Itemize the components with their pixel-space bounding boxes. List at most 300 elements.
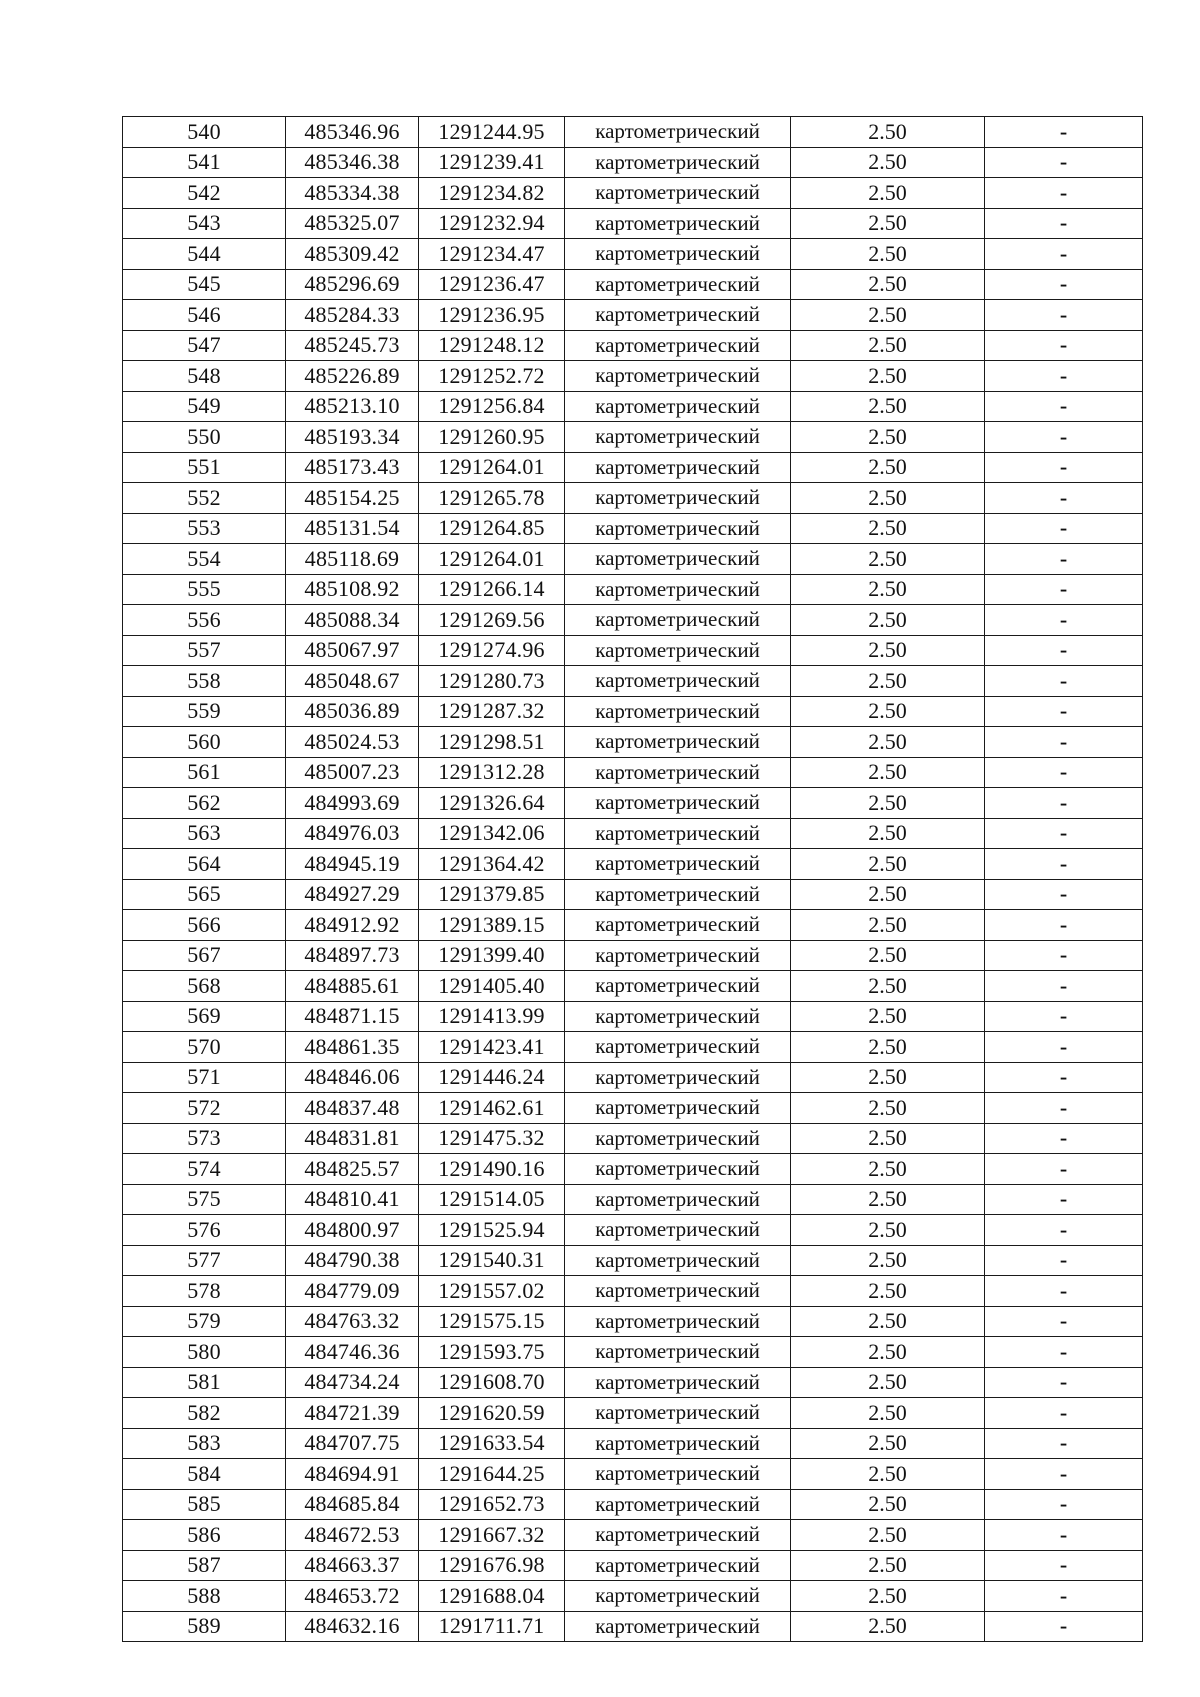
note-cell: - (985, 1184, 1143, 1215)
x-coordinate-cell: 485245.73 (286, 330, 419, 361)
table-row (123, 1428, 1143, 1459)
point-number-cell: 544 (123, 239, 286, 270)
note-cell: - (985, 788, 1143, 819)
point-number-cell: 588 (123, 1581, 286, 1612)
point-number-cell: 555 (123, 574, 286, 605)
x-coordinate-cell: 484837.48 (286, 1093, 419, 1124)
y-coordinate-cell: 1291326.64 (419, 788, 565, 819)
table-row (123, 1123, 1143, 1154)
point-number-cell: 569 (123, 1001, 286, 1032)
table-row (123, 971, 1143, 1002)
point-number-cell: 568 (123, 971, 286, 1002)
precision-cell: 2.50 (791, 1337, 985, 1368)
note-cell: - (985, 1245, 1143, 1276)
x-coordinate-cell: 485325.07 (286, 208, 419, 239)
precision-cell: 2.50 (791, 117, 985, 148)
y-coordinate-cell: 1291260.95 (419, 422, 565, 453)
table-row (123, 1581, 1143, 1612)
point-number-cell: 552 (123, 483, 286, 514)
precision-cell: 2.50 (791, 1123, 985, 1154)
x-coordinate-cell: 484800.97 (286, 1215, 419, 1246)
y-coordinate-cell: 1291298.51 (419, 727, 565, 758)
point-number-cell: 563 (123, 818, 286, 849)
precision-cell: 2.50 (791, 849, 985, 880)
method-cell: картометрический (565, 1215, 791, 1246)
coordinates-table-body (123, 117, 1143, 1642)
table-row (123, 818, 1143, 849)
y-coordinate-cell: 1291234.47 (419, 239, 565, 270)
method-cell: картометрический (565, 1306, 791, 1337)
method-cell: картометрический (565, 1611, 791, 1642)
x-coordinate-cell: 484861.35 (286, 1032, 419, 1063)
note-cell: - (985, 727, 1143, 758)
table-row (123, 1306, 1143, 1337)
method-cell: картометрический (565, 1093, 791, 1124)
note-cell: - (985, 178, 1143, 209)
point-number-cell: 545 (123, 269, 286, 300)
table-row (123, 483, 1143, 514)
table-row (123, 1184, 1143, 1215)
x-coordinate-cell: 484831.81 (286, 1123, 419, 1154)
note-cell: - (985, 971, 1143, 1002)
y-coordinate-cell: 1291652.73 (419, 1489, 565, 1520)
table-row (123, 635, 1143, 666)
y-coordinate-cell: 1291264.01 (419, 544, 565, 575)
table-row (123, 788, 1143, 819)
method-cell: картометрический (565, 696, 791, 727)
note-cell: - (985, 1001, 1143, 1032)
point-number-cell: 571 (123, 1062, 286, 1093)
x-coordinate-cell: 484663.37 (286, 1550, 419, 1581)
y-coordinate-cell: 1291236.47 (419, 269, 565, 300)
method-cell: картометрический (565, 818, 791, 849)
x-coordinate-cell: 485036.89 (286, 696, 419, 727)
precision-cell: 2.50 (791, 788, 985, 819)
precision-cell: 2.50 (791, 239, 985, 270)
x-coordinate-cell: 484976.03 (286, 818, 419, 849)
method-cell: картометрический (565, 208, 791, 239)
note-cell: - (985, 1032, 1143, 1063)
note-cell: - (985, 1306, 1143, 1337)
table-row (123, 666, 1143, 697)
point-number-cell: 572 (123, 1093, 286, 1124)
point-number-cell: 549 (123, 391, 286, 422)
method-cell: картометрический (565, 1550, 791, 1581)
point-number-cell: 546 (123, 300, 286, 331)
x-coordinate-cell: 484694.91 (286, 1459, 419, 1490)
table-row (123, 605, 1143, 636)
precision-cell: 2.50 (791, 1215, 985, 1246)
table-row (123, 361, 1143, 392)
x-coordinate-cell: 485309.42 (286, 239, 419, 270)
x-coordinate-cell: 484871.15 (286, 1001, 419, 1032)
x-coordinate-cell: 484763.32 (286, 1306, 419, 1337)
x-coordinate-cell: 485173.43 (286, 452, 419, 483)
method-cell: картометрический (565, 1337, 791, 1368)
precision-cell: 2.50 (791, 1184, 985, 1215)
y-coordinate-cell: 1291389.15 (419, 910, 565, 941)
point-number-cell: 556 (123, 605, 286, 636)
precision-cell: 2.50 (791, 1367, 985, 1398)
precision-cell: 2.50 (791, 1093, 985, 1124)
method-cell: картометрический (565, 147, 791, 178)
y-coordinate-cell: 1291269.56 (419, 605, 565, 636)
x-coordinate-cell: 484707.75 (286, 1428, 419, 1459)
precision-cell: 2.50 (791, 818, 985, 849)
precision-cell: 2.50 (791, 1520, 985, 1551)
method-cell: картометрический (565, 1123, 791, 1154)
point-number-cell: 587 (123, 1550, 286, 1581)
table-row (123, 1489, 1143, 1520)
x-coordinate-cell: 485193.34 (286, 422, 419, 453)
method-cell: картометрический (565, 452, 791, 483)
precision-cell: 2.50 (791, 1032, 985, 1063)
x-coordinate-cell: 485131.54 (286, 513, 419, 544)
method-cell: картометрический (565, 239, 791, 270)
point-number-cell: 585 (123, 1489, 286, 1520)
note-cell: - (985, 910, 1143, 941)
table-row (123, 849, 1143, 880)
y-coordinate-cell: 1291265.78 (419, 483, 565, 514)
point-number-cell: 561 (123, 757, 286, 788)
x-coordinate-cell: 484846.06 (286, 1062, 419, 1093)
precision-cell: 2.50 (791, 452, 985, 483)
point-number-cell: 581 (123, 1367, 286, 1398)
method-cell: картометрический (565, 788, 791, 819)
point-number-cell: 540 (123, 117, 286, 148)
table-row (123, 1459, 1143, 1490)
note-cell: - (985, 1123, 1143, 1154)
table-row (123, 330, 1143, 361)
precision-cell: 2.50 (791, 757, 985, 788)
method-cell: картометрический (565, 544, 791, 575)
note-cell: - (985, 1520, 1143, 1551)
precision-cell: 2.50 (791, 422, 985, 453)
x-coordinate-cell: 485118.69 (286, 544, 419, 575)
precision-cell: 2.50 (791, 178, 985, 209)
precision-cell: 2.50 (791, 1398, 985, 1429)
y-coordinate-cell: 1291264.01 (419, 452, 565, 483)
y-coordinate-cell: 1291557.02 (419, 1276, 565, 1307)
precision-cell: 2.50 (791, 147, 985, 178)
method-cell: картометрический (565, 117, 791, 148)
precision-cell: 2.50 (791, 483, 985, 514)
y-coordinate-cell: 1291514.05 (419, 1184, 565, 1215)
table-row (123, 696, 1143, 727)
method-cell: картометрический (565, 391, 791, 422)
point-number-cell: 589 (123, 1611, 286, 1642)
method-cell: картометрический (565, 605, 791, 636)
y-coordinate-cell: 1291525.94 (419, 1215, 565, 1246)
note-cell: - (985, 483, 1143, 514)
point-number-cell: 578 (123, 1276, 286, 1307)
table-row (123, 1062, 1143, 1093)
method-cell: картометрический (565, 1428, 791, 1459)
y-coordinate-cell: 1291244.95 (419, 117, 565, 148)
point-number-cell: 560 (123, 727, 286, 758)
y-coordinate-cell: 1291620.59 (419, 1398, 565, 1429)
precision-cell: 2.50 (791, 971, 985, 1002)
point-number-cell: 565 (123, 879, 286, 910)
table-row (123, 147, 1143, 178)
method-cell: картометрический (565, 666, 791, 697)
method-cell: картометрический (565, 940, 791, 971)
note-cell: - (985, 605, 1143, 636)
precision-cell: 2.50 (791, 1428, 985, 1459)
point-number-cell: 564 (123, 849, 286, 880)
note-cell: - (985, 1581, 1143, 1612)
point-number-cell: 562 (123, 788, 286, 819)
precision-cell: 2.50 (791, 1245, 985, 1276)
note-cell: - (985, 1459, 1143, 1490)
method-cell: картометрический (565, 1367, 791, 1398)
precision-cell: 2.50 (791, 1276, 985, 1307)
y-coordinate-cell: 1291248.12 (419, 330, 565, 361)
y-coordinate-cell: 1291540.31 (419, 1245, 565, 1276)
note-cell: - (985, 1611, 1143, 1642)
note-cell: - (985, 422, 1143, 453)
point-number-cell: 584 (123, 1459, 286, 1490)
y-coordinate-cell: 1291688.04 (419, 1581, 565, 1612)
point-number-cell: 580 (123, 1337, 286, 1368)
precision-cell: 2.50 (791, 910, 985, 941)
precision-cell: 2.50 (791, 1001, 985, 1032)
x-coordinate-cell: 484672.53 (286, 1520, 419, 1551)
x-coordinate-cell: 484993.69 (286, 788, 419, 819)
method-cell: картометрический (565, 971, 791, 1002)
precision-cell: 2.50 (791, 1459, 985, 1490)
note-cell: - (985, 117, 1143, 148)
note-cell: - (985, 666, 1143, 697)
point-number-cell: 558 (123, 666, 286, 697)
x-coordinate-cell: 484927.29 (286, 879, 419, 910)
point-number-cell: 547 (123, 330, 286, 361)
note-cell: - (985, 1428, 1143, 1459)
table-row (123, 1032, 1143, 1063)
x-coordinate-cell: 485154.25 (286, 483, 419, 514)
precision-cell: 2.50 (791, 1062, 985, 1093)
method-cell: картометрический (565, 1001, 791, 1032)
note-cell: - (985, 635, 1143, 666)
precision-cell: 2.50 (791, 1489, 985, 1520)
y-coordinate-cell: 1291256.84 (419, 391, 565, 422)
table-row (123, 513, 1143, 544)
table-row (123, 1367, 1143, 1398)
note-cell: - (985, 1276, 1143, 1307)
precision-cell: 2.50 (791, 1611, 985, 1642)
method-cell: картометрический (565, 178, 791, 209)
precision-cell: 2.50 (791, 513, 985, 544)
x-coordinate-cell: 484779.09 (286, 1276, 419, 1307)
method-cell: картометрический (565, 910, 791, 941)
x-coordinate-cell: 485346.38 (286, 147, 419, 178)
point-number-cell: 573 (123, 1123, 286, 1154)
method-cell: картометрический (565, 1184, 791, 1215)
x-coordinate-cell: 484685.84 (286, 1489, 419, 1520)
note-cell: - (985, 940, 1143, 971)
note-cell: - (985, 696, 1143, 727)
point-number-cell: 550 (123, 422, 286, 453)
note-cell: - (985, 1367, 1143, 1398)
point-number-cell: 559 (123, 696, 286, 727)
method-cell: картометрический (565, 727, 791, 758)
x-coordinate-cell: 485334.38 (286, 178, 419, 209)
x-coordinate-cell: 485024.53 (286, 727, 419, 758)
table-row (123, 300, 1143, 331)
table-row (123, 452, 1143, 483)
precision-cell: 2.50 (791, 635, 985, 666)
table-row (123, 1215, 1143, 1246)
point-number-cell: 570 (123, 1032, 286, 1063)
precision-cell: 2.50 (791, 330, 985, 361)
point-number-cell: 548 (123, 361, 286, 392)
table-row (123, 1245, 1143, 1276)
y-coordinate-cell: 1291274.96 (419, 635, 565, 666)
note-cell: - (985, 1215, 1143, 1246)
method-cell: картометрический (565, 1398, 791, 1429)
precision-cell: 2.50 (791, 605, 985, 636)
table-row (123, 940, 1143, 971)
y-coordinate-cell: 1291475.32 (419, 1123, 565, 1154)
table-row (123, 1337, 1143, 1368)
table-row (123, 544, 1143, 575)
y-coordinate-cell: 1291644.25 (419, 1459, 565, 1490)
y-coordinate-cell: 1291413.99 (419, 1001, 565, 1032)
method-cell: картометрический (565, 1489, 791, 1520)
y-coordinate-cell: 1291575.15 (419, 1306, 565, 1337)
method-cell: картометрический (565, 1581, 791, 1612)
x-coordinate-cell: 484810.41 (286, 1184, 419, 1215)
point-number-cell: 566 (123, 910, 286, 941)
y-coordinate-cell: 1291633.54 (419, 1428, 565, 1459)
method-cell: картометрический (565, 269, 791, 300)
point-number-cell: 583 (123, 1428, 286, 1459)
method-cell: картометрический (565, 1154, 791, 1185)
x-coordinate-cell: 485284.33 (286, 300, 419, 331)
table-row (123, 1001, 1143, 1032)
table-row (123, 1398, 1143, 1429)
table-row (123, 208, 1143, 239)
note-cell: - (985, 1154, 1143, 1185)
x-coordinate-cell: 485048.67 (286, 666, 419, 697)
x-coordinate-cell: 484790.38 (286, 1245, 419, 1276)
point-number-cell: 576 (123, 1215, 286, 1246)
precision-cell: 2.50 (791, 208, 985, 239)
precision-cell: 2.50 (791, 544, 985, 575)
x-coordinate-cell: 485213.10 (286, 391, 419, 422)
method-cell: картометрический (565, 361, 791, 392)
table-row (123, 1520, 1143, 1551)
note-cell: - (985, 147, 1143, 178)
x-coordinate-cell: 484632.16 (286, 1611, 419, 1642)
y-coordinate-cell: 1291280.73 (419, 666, 565, 697)
note-cell: - (985, 361, 1143, 392)
method-cell: картометрический (565, 513, 791, 544)
precision-cell: 2.50 (791, 879, 985, 910)
point-number-cell: 551 (123, 452, 286, 483)
note-cell: - (985, 300, 1143, 331)
x-coordinate-cell: 485007.23 (286, 757, 419, 788)
note-cell: - (985, 574, 1143, 605)
method-cell: картометрический (565, 330, 791, 361)
method-cell: картометрический (565, 483, 791, 514)
point-number-cell: 554 (123, 544, 286, 575)
y-coordinate-cell: 1291264.85 (419, 513, 565, 544)
x-coordinate-cell: 485088.34 (286, 605, 419, 636)
y-coordinate-cell: 1291252.72 (419, 361, 565, 392)
point-number-cell: 557 (123, 635, 286, 666)
table-row (123, 239, 1143, 270)
x-coordinate-cell: 485108.92 (286, 574, 419, 605)
method-cell: картометрический (565, 635, 791, 666)
precision-cell: 2.50 (791, 1306, 985, 1337)
point-number-cell: 582 (123, 1398, 286, 1429)
y-coordinate-cell: 1291405.40 (419, 971, 565, 1002)
y-coordinate-cell: 1291399.40 (419, 940, 565, 971)
y-coordinate-cell: 1291266.14 (419, 574, 565, 605)
point-number-cell: 542 (123, 178, 286, 209)
method-cell: картометрический (565, 879, 791, 910)
method-cell: картометрический (565, 1062, 791, 1093)
table-row (123, 1093, 1143, 1124)
note-cell: - (985, 879, 1143, 910)
x-coordinate-cell: 484897.73 (286, 940, 419, 971)
y-coordinate-cell: 1291593.75 (419, 1337, 565, 1368)
table-row (123, 1154, 1143, 1185)
x-coordinate-cell: 484912.92 (286, 910, 419, 941)
table-row (123, 879, 1143, 910)
method-cell: картометрический (565, 1276, 791, 1307)
note-cell: - (985, 513, 1143, 544)
table-row (123, 1550, 1143, 1581)
coordinates-table (122, 116, 1143, 1642)
table-row (123, 574, 1143, 605)
method-cell: картометрический (565, 1032, 791, 1063)
method-cell: картометрический (565, 1245, 791, 1276)
method-cell: картометрический (565, 849, 791, 880)
point-number-cell: 574 (123, 1154, 286, 1185)
note-cell: - (985, 452, 1143, 483)
table-row (123, 757, 1143, 788)
y-coordinate-cell: 1291462.61 (419, 1093, 565, 1124)
table-row (123, 910, 1143, 941)
note-cell: - (985, 269, 1143, 300)
y-coordinate-cell: 1291364.42 (419, 849, 565, 880)
x-coordinate-cell: 484825.57 (286, 1154, 419, 1185)
precision-cell: 2.50 (791, 300, 985, 331)
note-cell: - (985, 391, 1143, 422)
x-coordinate-cell: 485296.69 (286, 269, 419, 300)
precision-cell: 2.50 (791, 361, 985, 392)
precision-cell: 2.50 (791, 696, 985, 727)
table-row (123, 391, 1143, 422)
y-coordinate-cell: 1291234.82 (419, 178, 565, 209)
point-number-cell: 577 (123, 1245, 286, 1276)
note-cell: - (985, 757, 1143, 788)
precision-cell: 2.50 (791, 1550, 985, 1581)
x-coordinate-cell: 484945.19 (286, 849, 419, 880)
y-coordinate-cell: 1291711.71 (419, 1611, 565, 1642)
y-coordinate-cell: 1291342.06 (419, 818, 565, 849)
table-row (123, 117, 1143, 148)
x-coordinate-cell: 484653.72 (286, 1581, 419, 1612)
y-coordinate-cell: 1291239.41 (419, 147, 565, 178)
precision-cell: 2.50 (791, 666, 985, 697)
y-coordinate-cell: 1291379.85 (419, 879, 565, 910)
method-cell: картометрический (565, 757, 791, 788)
method-cell: картометрический (565, 300, 791, 331)
note-cell: - (985, 1550, 1143, 1581)
